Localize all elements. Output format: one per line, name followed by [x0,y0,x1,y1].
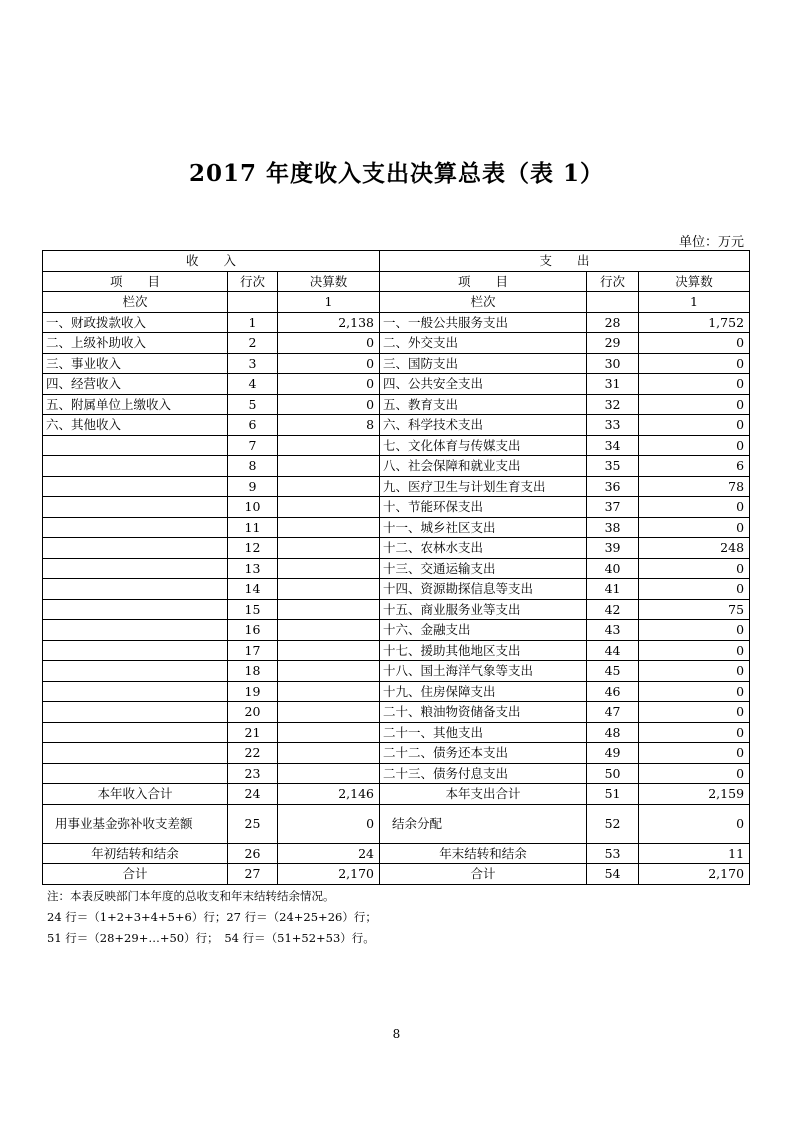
income-amount-cell: 0 [278,333,380,354]
summary-expense-line: 52 [587,804,639,843]
expense-line-cell: 33 [587,415,639,436]
income-item-cell: 六、其他收入 [43,415,228,436]
summary-expense-amount: 11 [639,843,750,864]
expense-line-cell: 36 [587,476,639,497]
table-row [43,374,750,395]
expense-item-cell: 十二、农林水支出 [380,538,587,559]
income-amount-cell: 0 [278,374,380,395]
table-row [43,722,750,743]
expense-amount-cell: 78 [639,476,750,497]
income-item-header: 项 目 [43,271,228,292]
expense-line-cell: 45 [587,661,639,682]
income-item-cell: 五、附属单位上缴收入 [43,394,228,415]
expense-line-cell: 42 [587,599,639,620]
summary-expense-amount: 0 [639,804,750,843]
expense-line-cell: 38 [587,517,639,538]
income-amount-cell [278,497,380,518]
income-line-cell: 14 [228,579,278,600]
income-line-cell: 16 [228,620,278,641]
expense-item-cell: 二十三、债务付息支出 [380,763,587,784]
expense-amount-cell: 0 [639,763,750,784]
income-line-cell: 20 [228,702,278,723]
income-amount-cell: 8 [278,415,380,436]
income-item-cell [43,497,228,518]
header-row-1 [43,251,750,272]
summary-row [43,864,750,885]
summary-income-item: 本年收入合计 [43,784,228,805]
income-line-header: 行次 [228,271,278,292]
income-line-cell: 10 [228,497,278,518]
income-amount-cell [278,476,380,497]
summary-row [43,784,750,805]
table-row [43,435,750,456]
income-line-cell: 18 [228,661,278,682]
expense-item-cell: 九、医疗卫生与计划生育支出 [380,476,587,497]
income-amount-cell: 0 [278,394,380,415]
income-amount-cell [278,620,380,641]
income-item-cell [43,599,228,620]
table-row [43,312,750,333]
expense-line-cell: 34 [587,435,639,456]
income-amount-cell [278,640,380,661]
income-amount-cell [278,702,380,723]
table-row [43,517,750,538]
expense-item-cell: 二、外交支出 [380,333,587,354]
expense-line-header: 行次 [587,271,639,292]
income-line-cell: 2 [228,333,278,354]
table-row [43,681,750,702]
expense-item-cell: 五、教育支出 [380,394,587,415]
summary-expense-item: 年末结转和结余 [380,843,587,864]
income-item-cell [43,558,228,579]
income-amount-cell [278,722,380,743]
income-amount-cell [278,661,380,682]
expense-item-cell: 七、文化体育与传媒支出 [380,435,587,456]
income-item-cell [43,702,228,723]
table-row [43,620,750,641]
income-item-cell [43,640,228,661]
expense-line-cell: 31 [587,374,639,395]
table-row [43,476,750,497]
expense-item-cell: 六、科学技术支出 [380,415,587,436]
income-line-cell: 15 [228,599,278,620]
expense-amount-cell: 1,752 [639,312,750,333]
summary-expense-item: 本年支出合计 [380,784,587,805]
table-notes [47,886,377,949]
income-line-cell: 19 [228,681,278,702]
expense-column-label: 栏次 [380,292,587,313]
expense-line-cell: 29 [587,333,639,354]
header-row-2 [43,271,750,292]
table-row [43,353,750,374]
income-line-cell: 4 [228,374,278,395]
expense-item-cell: 十四、资源勘探信息等支出 [380,579,587,600]
expense-item-cell: 二十、粮油物资储备支出 [380,702,587,723]
expense-item-cell: 四、公共安全支出 [380,374,587,395]
expense-line-cell: 32 [587,394,639,415]
income-header: 收 入 [43,251,380,272]
income-line-cell: 7 [228,435,278,456]
income-line-cell: 13 [228,558,278,579]
expense-line-cell: 46 [587,681,639,702]
expense-amount-cell: 0 [639,681,750,702]
page-title: 2017 年度收入支出决算总表（表 1） [188,160,605,187]
expense-amount-cell: 248 [639,538,750,559]
expense-item-cell: 一、一般公共服务支出 [380,312,587,333]
unit-label: 单位：万元 [678,235,744,250]
expense-item-cell: 二十二、债务还本支出 [380,743,587,764]
note-line: 注：本表反映部门本年度的总收支和年末结转结余情况。 [47,889,335,903]
summary-income-line: 25 [228,804,278,843]
table-row [43,497,750,518]
expense-item-cell: 十、节能环保支出 [380,497,587,518]
table-row [43,394,750,415]
expense-amount-cell: 0 [639,394,750,415]
income-item-cell [43,661,228,682]
expense-line-cell: 44 [587,640,639,661]
expense-amount-cell: 0 [639,374,750,395]
income-line-cell: 17 [228,640,278,661]
income-item-cell [43,743,228,764]
expense-item-cell: 十五、商业服务业等支出 [380,599,587,620]
header-row-3 [43,292,750,313]
summary-expense-line: 53 [587,843,639,864]
summary-income-line: 26 [228,843,278,864]
expense-line-cell: 40 [587,558,639,579]
expense-line-cell: 30 [587,353,639,374]
table-row [43,640,750,661]
summary-expense-line: 54 [587,864,639,885]
table-row [43,763,750,784]
table-row [43,415,750,436]
income-amount-cell [278,599,380,620]
income-column-label: 栏次 [43,292,228,313]
summary-income-line: 24 [228,784,278,805]
expense-line-cell: 39 [587,538,639,559]
income-item-cell: 四、经营收入 [43,374,228,395]
expense-amount-cell: 0 [639,353,750,374]
summary-income-line: 27 [228,864,278,885]
expense-amount-cell: 0 [639,579,750,600]
income-amount-cell: 0 [278,353,380,374]
summary-income-amount: 2,146 [278,784,380,805]
page-number: 8 [392,1027,401,1041]
expense-line-cell: 50 [587,763,639,784]
summary-income-amount: 0 [278,804,380,843]
summary-row [43,843,750,864]
expense-line-cell: 49 [587,743,639,764]
income-item-cell [43,538,228,559]
expense-line-cell: 41 [587,579,639,600]
expense-column-blank [587,292,639,313]
expense-item-cell: 三、国防支出 [380,353,587,374]
income-line-cell: 5 [228,394,278,415]
income-amount-cell [278,763,380,784]
expense-item-cell: 二十一、其他支出 [380,722,587,743]
expense-item-header: 项 目 [380,271,587,292]
income-line-cell: 9 [228,476,278,497]
expense-amount-cell: 0 [639,743,750,764]
table-row [43,743,750,764]
income-amount-cell: 2,138 [278,312,380,333]
income-line-cell: 21 [228,722,278,743]
income-amount-cell [278,743,380,764]
summary-expense-item: 合计 [380,864,587,885]
income-item-cell [43,435,228,456]
income-item-cell: 二、上级补助收入 [43,333,228,354]
expense-amount-cell: 0 [639,415,750,436]
expense-item-cell: 八、社会保障和就业支出 [380,456,587,477]
budget-table [42,250,750,885]
summary-expense-amount: 2,159 [639,784,750,805]
income-item-cell [43,579,228,600]
income-item-cell: 一、财政拨款收入 [43,312,228,333]
income-item-cell: 三、事业收入 [43,353,228,374]
expense-amount-cell: 0 [639,497,750,518]
income-line-cell: 22 [228,743,278,764]
expense-amount-cell: 0 [639,517,750,538]
income-line-cell: 12 [228,538,278,559]
expense-line-cell: 35 [587,456,639,477]
income-line-cell: 1 [228,312,278,333]
income-item-cell [43,620,228,641]
expense-line-cell: 48 [587,722,639,743]
income-line-cell: 8 [228,456,278,477]
expense-amount-cell: 0 [639,640,750,661]
table-row [43,456,750,477]
summary-income-amount: 24 [278,843,380,864]
income-line-cell: 11 [228,517,278,538]
summary-expense-line: 51 [587,784,639,805]
summary-income-amount: 2,170 [278,864,380,885]
expense-amount-cell: 0 [639,558,750,579]
income-amount-cell [278,435,380,456]
income-line-cell: 6 [228,415,278,436]
income-column-no: 1 [278,292,380,313]
expense-amount-cell: 0 [639,661,750,682]
expense-amount-header: 决算数 [639,271,750,292]
expense-amount-cell: 75 [639,599,750,620]
expense-column-no: 1 [639,292,750,313]
income-amount-header: 决算数 [278,271,380,292]
summary-expense-amount: 2,170 [639,864,750,885]
income-item-cell [43,722,228,743]
expense-item-cell: 十三、交通运输支出 [380,558,587,579]
expense-amount-cell: 0 [639,333,750,354]
income-amount-cell [278,517,380,538]
note-line: 24 行＝（1+2+3+4+5+6）行；27 行＝（24+25+26）行； [47,910,377,924]
summary-income-item: 用事业基金弥补收支差额 [43,804,228,843]
summary-income-item: 年初结转和结余 [43,843,228,864]
expense-line-cell: 37 [587,497,639,518]
income-amount-cell [278,456,380,477]
table-row [43,661,750,682]
table-row [43,558,750,579]
expense-amount-cell: 6 [639,456,750,477]
table-row [43,702,750,723]
income-column-blank [228,292,278,313]
income-item-cell [43,456,228,477]
income-amount-cell [278,538,380,559]
expense-item-cell: 十六、金融支出 [380,620,587,641]
expense-item-cell: 十七、援助其他地区支出 [380,640,587,661]
expense-item-cell: 十一、城乡社区支出 [380,517,587,538]
expense-header: 支 出 [380,251,750,272]
note-line: 51 行＝（28+29+…+50）行； 54 行＝（51+52+53）行。 [47,931,375,945]
income-item-cell [43,681,228,702]
table-row [43,599,750,620]
income-line-cell: 3 [228,353,278,374]
expense-item-cell: 十八、国土海洋气象等支出 [380,661,587,682]
income-line-cell: 23 [228,763,278,784]
income-amount-cell [278,558,380,579]
expense-amount-cell: 0 [639,435,750,456]
table-row [43,579,750,600]
income-item-cell [43,763,228,784]
income-amount-cell [278,681,380,702]
expense-line-cell: 43 [587,620,639,641]
summary-row [43,804,750,843]
income-item-cell [43,517,228,538]
expense-line-cell: 28 [587,312,639,333]
table-row [43,333,750,354]
summary-expense-item: 结余分配 [380,804,587,843]
income-item-cell [43,476,228,497]
summary-income-item: 合计 [43,864,228,885]
expense-amount-cell: 0 [639,702,750,723]
expense-amount-cell: 0 [639,620,750,641]
expense-line-cell: 47 [587,702,639,723]
expense-amount-cell: 0 [639,722,750,743]
expense-item-cell: 十九、住房保障支出 [380,681,587,702]
income-amount-cell [278,579,380,600]
table-row [43,538,750,559]
